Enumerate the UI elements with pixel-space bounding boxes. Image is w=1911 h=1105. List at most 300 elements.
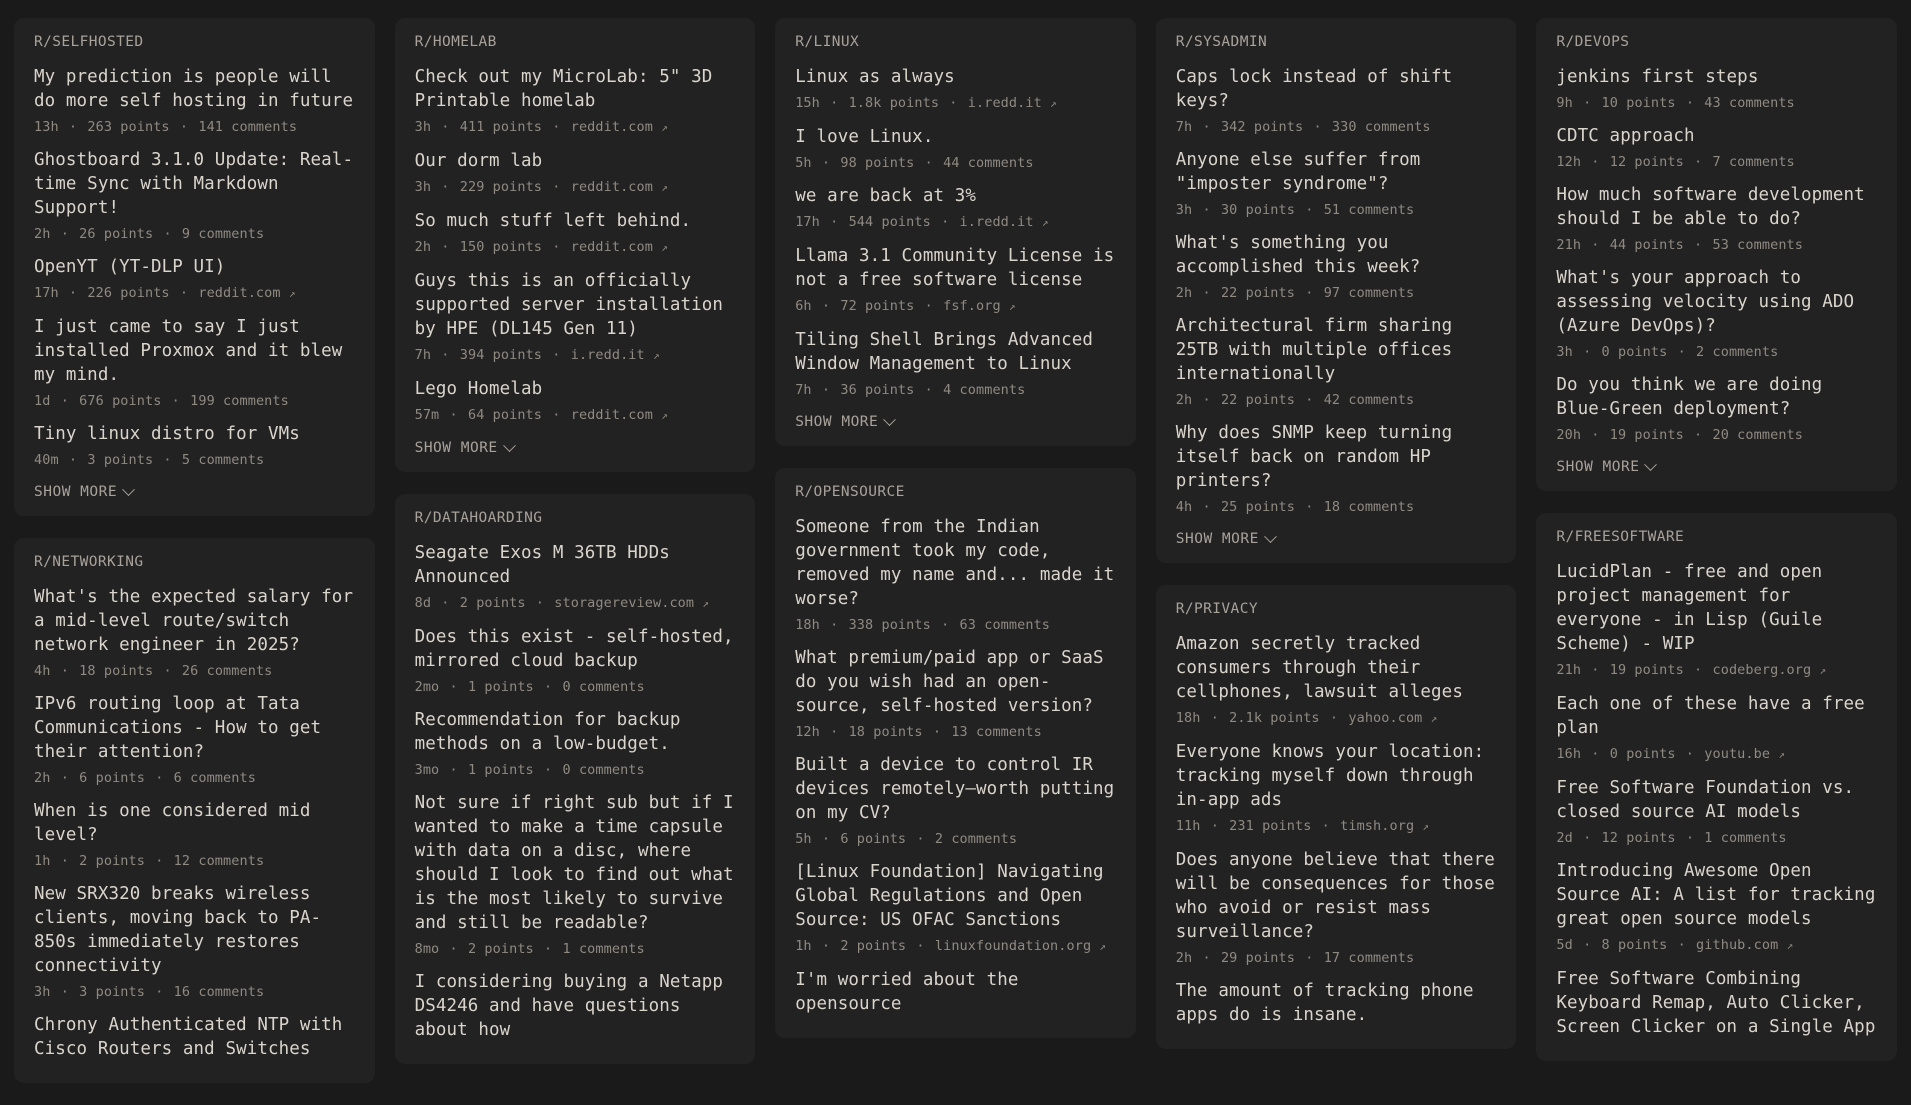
post-item[interactable]: [14, 306, 375, 413]
post-comments[interactable]: 7 comments: [1712, 154, 1795, 170]
post-age: 15h: [795, 95, 820, 111]
post-item[interactable]: [1536, 56, 1897, 115]
meta-separator: ·: [52, 226, 78, 242]
show-more-button[interactable]: [1536, 447, 1897, 477]
post-points: 10 points: [1601, 95, 1676, 111]
post-points: 338 points: [848, 617, 931, 633]
post-item[interactable]: [14, 683, 375, 790]
chevron-down-icon: [1264, 530, 1277, 543]
post-age: 9h: [1556, 95, 1573, 111]
meta-separator: ·: [1194, 950, 1219, 966]
post-item[interactable]: [395, 56, 756, 140]
post-item[interactable]: [1536, 364, 1897, 447]
meta-separator: ·: [1194, 499, 1219, 515]
post-age: 8d: [414, 595, 432, 611]
post-age: 21h: [1556, 662, 1582, 678]
post-title[interactable]: I considering buying a Netapp DS4246 and have questions about how: [414, 972, 724, 1040]
post-points: 44 points: [1609, 237, 1684, 253]
post-comments[interactable]: 330 comments: [1331, 119, 1431, 135]
post-title[interactable]: Does this exist - self-hosted, mirrored cloud backup: [414, 627, 734, 671]
meta-separator: ·: [544, 179, 569, 195]
meta-separator: ·: [52, 393, 78, 409]
subreddit-title[interactable]: R/LINUX: [795, 34, 860, 50]
post-meta: [1556, 745, 1877, 764]
post-points: 544 points: [848, 214, 931, 230]
meta-separator: ·: [1583, 662, 1608, 678]
post-age: 17h: [34, 285, 59, 301]
meta-separator: ·: [155, 226, 180, 242]
post-points: 72 points: [840, 298, 915, 314]
meta-separator: ·: [441, 679, 466, 695]
post-item[interactable]: [775, 319, 1136, 402]
post-title[interactable]: Not sure if right sub but if I wanted to make a time capsule with data on a disc, where should I look to find out what is the most likely to survive and still be readable?: [414, 793, 734, 933]
post-domain[interactable]: reddit.com ↗: [570, 239, 668, 255]
post-title[interactable]: Linux as always: [795, 67, 955, 87]
meta-separator: ·: [916, 155, 942, 171]
meta-separator: ·: [1194, 392, 1219, 408]
post-item[interactable]: [1156, 412, 1517, 519]
external-link-icon: ↗: [1099, 940, 1107, 953]
post-age: 7h: [1175, 119, 1193, 135]
post-points: 22 points: [1220, 285, 1295, 301]
show-more-label: SHOW MORE: [34, 484, 118, 500]
post-item[interactable]: [1156, 839, 1517, 970]
post-item[interactable]: [14, 56, 375, 139]
post-title[interactable]: LucidPlan - free and open project management for everyone - in Lisp (Guile Scheme) - WIP: [1556, 562, 1823, 654]
post-meta: [1176, 498, 1497, 516]
post-age: 7h: [795, 382, 812, 398]
post-points: 36 points: [840, 382, 915, 398]
post-age: 2h: [34, 226, 51, 242]
post-item[interactable]: [1536, 850, 1897, 958]
meta-separator: ·: [813, 382, 839, 398]
post-age: 3h: [1556, 344, 1573, 360]
post-item[interactable]: [1536, 174, 1897, 257]
post-comments[interactable]: 199 comments: [190, 393, 289, 409]
post-item[interactable]: [1536, 683, 1897, 767]
meta-separator: ·: [932, 617, 958, 633]
post-age: 11h: [1175, 818, 1201, 834]
post-item[interactable]: [14, 873, 375, 1004]
meta-separator: ·: [441, 407, 466, 423]
subreddit-card: [775, 468, 1136, 1038]
post-comments[interactable]: 51 comments: [1323, 202, 1415, 218]
post-points: 18 points: [79, 663, 154, 679]
post-meta: [795, 937, 1116, 956]
post-title[interactable]: Lego Homelab: [414, 379, 543, 399]
post-meta: [415, 346, 736, 365]
post-comments[interactable]: 0 comments: [562, 679, 645, 695]
post-title[interactable]: Llama 3.1 Community License is not a free software license: [795, 246, 1115, 290]
meta-separator: ·: [813, 831, 839, 847]
meta-separator: ·: [1574, 830, 1600, 846]
post-title[interactable]: What's your approach to assessing velocity using ADO (Azure DevOps)?: [1556, 268, 1855, 336]
post-domain[interactable]: fsf.org ↗: [943, 298, 1016, 314]
post-comments[interactable]: 13 comments: [951, 724, 1042, 740]
post-title[interactable]: Free Software Foundation vs. closed source AI models: [1556, 778, 1855, 822]
subreddit-title[interactable]: R/HOMELAB: [414, 34, 497, 50]
meta-separator: ·: [146, 853, 172, 869]
post-comments[interactable]: 53 comments: [1712, 237, 1804, 253]
post-comments[interactable]: 141 comments: [198, 119, 298, 135]
meta-separator: ·: [916, 382, 942, 398]
subreddit-title[interactable]: R/FREESOFTWARE: [1556, 529, 1685, 545]
post-points: 150 points: [459, 239, 543, 255]
meta-separator: ·: [433, 595, 458, 611]
post-comments[interactable]: 1 comments: [1704, 830, 1787, 846]
meta-separator: ·: [1677, 746, 1703, 762]
post-item[interactable]: [395, 961, 756, 1050]
post-meta: [34, 284, 355, 303]
post-title[interactable]: I'm worried about the opensource: [795, 970, 1019, 1014]
post-comments[interactable]: 1 comments: [562, 941, 645, 957]
post-title[interactable]: Everyone knows your location: tracking myself down through in-app ads: [1175, 742, 1485, 810]
post-title[interactable]: Seagate Exos M 36TB HDDs Announced: [414, 543, 670, 587]
post-title[interactable]: CDTC approach: [1556, 126, 1695, 146]
post-comments[interactable]: 43 comments: [1704, 95, 1795, 111]
post-meta: [34, 118, 355, 136]
meta-separator: ·: [146, 770, 172, 786]
post-comments[interactable]: 20 comments: [1712, 427, 1804, 443]
subreddit-card: [775, 18, 1136, 446]
subreddit-card: [14, 18, 375, 516]
post-meta: [1556, 236, 1877, 254]
post-domain[interactable]: codeberg.org ↗: [1712, 662, 1827, 678]
post-title[interactable]: What's the expected salary for a mid-level route/switch network engineer in 2025?: [34, 587, 354, 655]
post-domain[interactable]: i.redd.it ↗: [967, 95, 1057, 111]
post-item[interactable]: [14, 246, 375, 306]
post-title[interactable]: Tiny linux distro for VMs: [34, 424, 300, 444]
post-item[interactable]: [775, 175, 1136, 235]
show-more-button[interactable]: [1156, 519, 1517, 549]
external-link-icon: ↗: [702, 597, 710, 610]
post-domain[interactable]: youtu.be ↗: [1704, 746, 1786, 762]
meta-separator: ·: [1194, 285, 1219, 301]
post-meta: [415, 406, 736, 425]
meta-separator: ·: [60, 119, 86, 135]
post-title[interactable]: Do you think we are doing Blue-Green deployment?: [1556, 375, 1823, 419]
meta-separator: ·: [1297, 392, 1322, 408]
post-points: 12 points: [1601, 830, 1676, 846]
post-item[interactable]: [1536, 257, 1897, 364]
subreddit-title[interactable]: R/DEVOPS: [1556, 34, 1630, 50]
post-domain[interactable]: i.redd.it ↗: [570, 347, 660, 363]
post-item[interactable]: [775, 506, 1136, 637]
post-item[interactable]: [775, 959, 1136, 1024]
post-age: 5d: [1556, 937, 1573, 953]
meta-separator: ·: [821, 95, 847, 111]
post-domain[interactable]: reddit.com ↗: [570, 119, 668, 135]
meta-separator: ·: [813, 298, 839, 314]
meta-separator: ·: [1297, 202, 1322, 218]
post-item[interactable]: [775, 851, 1136, 959]
post-comments[interactable]: 16 comments: [173, 984, 265, 1000]
subreddit-card: [395, 494, 756, 1064]
post-age: 40m: [34, 452, 59, 468]
subreddit-card: [1536, 513, 1897, 1061]
post-meta: [1176, 817, 1497, 836]
post-domain[interactable]: reddit.com ↗: [570, 407, 668, 423]
meta-separator: ·: [433, 179, 458, 195]
post-title[interactable]: What's something you accomplished this week?: [1175, 233, 1421, 277]
show-more-button[interactable]: [775, 402, 1136, 432]
meta-separator: ·: [1194, 202, 1219, 218]
post-title[interactable]: Recommendation for backup methods on a low-budget.: [414, 710, 681, 754]
post-title[interactable]: I just came to say I just installed Proxmox and it blew my mind.: [34, 317, 343, 385]
meta-separator: ·: [52, 770, 78, 786]
meta-separator: ·: [1669, 344, 1695, 360]
post-item[interactable]: [1156, 139, 1517, 222]
post-item[interactable]: [14, 1004, 375, 1069]
post-item[interactable]: [1156, 222, 1517, 305]
post-points: 2 points: [840, 938, 907, 954]
post-item[interactable]: [1156, 731, 1517, 839]
post-points: 2 points: [459, 595, 526, 611]
post-title[interactable]: Someone from the Indian government took my code, removed my name and... made it worse?: [795, 517, 1115, 609]
post-item[interactable]: [1536, 767, 1897, 850]
post-item[interactable]: [775, 56, 1136, 116]
post-item[interactable]: [395, 532, 756, 616]
post-title[interactable]: Architectural firm sharing 25TB with multiple offices internationally: [1175, 316, 1453, 384]
external-link-icon: ↗: [1430, 712, 1438, 725]
chevron-down-icon: [1645, 458, 1658, 471]
post-item[interactable]: [395, 782, 756, 961]
meta-separator: ·: [433, 347, 458, 363]
meta-separator: ·: [433, 119, 458, 135]
meta-separator: ·: [155, 452, 180, 468]
meta-separator: ·: [924, 724, 950, 740]
post-age: 3h: [414, 179, 432, 195]
post-age: 16h: [1556, 746, 1582, 762]
post-item[interactable]: [14, 790, 375, 873]
post-item[interactable]: [395, 699, 756, 782]
external-link-icon: ↗: [661, 121, 668, 134]
meta-separator: ·: [1583, 746, 1608, 762]
post-meta: [34, 662, 355, 680]
post-comments[interactable]: 63 comments: [959, 617, 1051, 633]
post-title[interactable]: jenkins first steps: [1556, 67, 1759, 87]
post-domain[interactable]: linuxfoundation.org ↗: [934, 938, 1107, 954]
post-meta: [795, 213, 1116, 232]
post-item[interactable]: [775, 637, 1136, 744]
post-title[interactable]: Chrony Authenticated NTP with Cisco Routers and Switches: [34, 1015, 343, 1059]
post-age: 18h: [795, 617, 820, 633]
post-title[interactable]: Why does SNMP keep turning itself back on random HP printers?: [1175, 423, 1453, 491]
post-points: 12 points: [1609, 154, 1684, 170]
post-item[interactable]: [14, 413, 375, 472]
post-age: 3h: [414, 119, 432, 135]
post-comments[interactable]: 0 comments: [562, 762, 645, 778]
post-item[interactable]: [1156, 970, 1517, 1035]
meta-separator: ·: [941, 95, 966, 111]
post-points: 226 points: [87, 285, 170, 301]
post-points: 6 points: [840, 831, 907, 847]
external-link-icon: ↗: [1008, 300, 1016, 313]
meta-separator: ·: [544, 239, 569, 255]
post-item[interactable]: [775, 116, 1136, 175]
post-title[interactable]: we are back at 3%: [795, 186, 976, 206]
post-item[interactable]: [14, 139, 375, 246]
post-comments[interactable]: 5 comments: [181, 452, 265, 468]
post-comments[interactable]: 44 comments: [943, 155, 1034, 171]
post-item[interactable]: [395, 200, 756, 260]
external-link-icon: ↗: [661, 181, 668, 194]
post-title[interactable]: The amount of tracking phone apps do is insane.: [1175, 981, 1474, 1025]
post-item[interactable]: [395, 368, 756, 428]
post-title[interactable]: Caps lock instead of shift keys?: [1175, 67, 1453, 111]
post-title[interactable]: Built a device to control IR devices remotely—worth putting on my CV?: [795, 755, 1115, 823]
post-title[interactable]: How much software development should I be able to do?: [1556, 185, 1865, 229]
post-age: 2h: [1175, 392, 1193, 408]
post-item[interactable]: [1156, 56, 1517, 139]
post-comments[interactable]: 6 comments: [173, 770, 256, 786]
post-meta: [1176, 949, 1497, 967]
post-title[interactable]: I love Linux.: [795, 127, 934, 147]
subreddit-title[interactable]: R/PRIVACY: [1175, 601, 1258, 617]
subreddit-title[interactable]: R/DATAHOARDING: [414, 510, 543, 526]
meta-separator: ·: [1297, 950, 1322, 966]
post-age: 2h: [414, 239, 432, 255]
meta-separator: ·: [1574, 937, 1600, 953]
post-age: 3h: [1175, 202, 1193, 218]
post-title[interactable]: Check out my MicroLab: 5" 3D Printable homelab: [414, 67, 713, 111]
post-item[interactable]: [1536, 551, 1897, 683]
post-item[interactable]: [395, 260, 756, 368]
post-points: 98 points: [840, 155, 915, 171]
meta-separator: ·: [813, 938, 839, 954]
post-title[interactable]: Introducing Awesome Open Source AI: A list for tracking great open source models: [1556, 861, 1876, 929]
post-title[interactable]: [Linux Foundation] Navigating Global Regulations and Open Source: US OFAC Sanctions: [795, 862, 1104, 930]
post-title[interactable]: Our dorm lab: [414, 151, 543, 171]
post-comments[interactable]: 26 comments: [181, 663, 273, 679]
post-comments[interactable]: 97 comments: [1323, 285, 1415, 301]
post-meta: [34, 983, 355, 1001]
post-comments[interactable]: 4 comments: [943, 382, 1026, 398]
post-comments[interactable]: 42 comments: [1323, 392, 1415, 408]
meta-separator: ·: [441, 941, 466, 957]
post-points: 26 points: [79, 226, 154, 242]
meta-separator: ·: [916, 298, 942, 314]
post-item[interactable]: [1156, 305, 1517, 412]
external-link-icon: ↗: [1786, 939, 1794, 952]
post-points: 2 points: [79, 853, 145, 869]
post-meta: [1176, 118, 1497, 136]
post-domain[interactable]: reddit.com ↗: [570, 179, 668, 195]
subreddit-title[interactable]: R/SYSADMIN: [1175, 34, 1268, 50]
post-points: 342 points: [1220, 119, 1304, 135]
meta-separator: ·: [60, 452, 86, 468]
post-item[interactable]: [1536, 958, 1897, 1047]
meta-separator: ·: [1574, 95, 1600, 111]
subreddit-title[interactable]: R/OPENSOURCE: [795, 484, 905, 500]
post-title[interactable]: Anyone else suffer from "imposter syndrome"?: [1175, 150, 1421, 194]
external-link-icon: ↗: [1041, 216, 1049, 229]
post-title[interactable]: So much stuff left behind.: [414, 211, 692, 231]
post-comments[interactable]: 2 comments: [1696, 344, 1779, 360]
show-more-label: SHOW MORE: [414, 440, 498, 456]
chevron-down-icon: [122, 483, 135, 496]
post-meta: [1176, 284, 1497, 302]
post-title[interactable]: When is one considered mid level?: [34, 801, 311, 845]
post-comments[interactable]: 18 comments: [1323, 499, 1415, 515]
post-meta: [1556, 661, 1877, 680]
post-title[interactable]: My prediction is people will do more self hosting in future: [34, 67, 354, 111]
post-domain[interactable]: reddit.com ↗: [198, 285, 296, 301]
post-meta: [795, 297, 1116, 316]
post-domain[interactable]: github.com ↗: [1696, 937, 1794, 953]
post-title[interactable]: Tiling Shell Brings Advanced Window Management to Linux: [795, 330, 1093, 374]
post-item[interactable]: [775, 235, 1136, 319]
post-item[interactable]: [14, 576, 375, 683]
chevron-down-icon: [883, 413, 896, 426]
post-title[interactable]: Amazon secretly tracked consumers through their cellphones, lawsuit alleges: [1175, 634, 1463, 702]
meta-separator: ·: [1194, 119, 1219, 135]
post-title[interactable]: Free Software Combining Keyboard Remap, Auto Clicker, Screen Clicker on a Single App: [1556, 969, 1876, 1037]
post-item[interactable]: [1156, 623, 1517, 731]
post-domain[interactable]: storagereview.com ↗: [554, 595, 710, 611]
post-points: 29 points: [1220, 950, 1295, 966]
post-age: 2h: [1175, 950, 1193, 966]
post-domain[interactable]: i.redd.it ↗: [959, 214, 1049, 230]
post-item[interactable]: [395, 140, 756, 200]
post-points: 18 points: [848, 724, 923, 740]
post-age: 12h: [1556, 154, 1582, 170]
post-comments[interactable]: 9 comments: [181, 226, 265, 242]
post-meta: [34, 392, 355, 410]
meta-separator: ·: [1313, 818, 1339, 834]
post-age: 7h: [414, 347, 432, 363]
subreddit-title[interactable]: R/SELFHOSTED: [34, 34, 144, 50]
post-title[interactable]: New SRX320 breaks wireless clients, moving back to PA-850s immediately restores connectivity: [34, 884, 322, 976]
meta-separator: ·: [821, 617, 847, 633]
post-item[interactable]: [1536, 115, 1897, 174]
post-comments[interactable]: 12 comments: [173, 853, 265, 869]
meta-separator: ·: [527, 595, 553, 611]
post-item[interactable]: [775, 744, 1136, 851]
post-item[interactable]: [395, 616, 756, 699]
post-title[interactable]: IPv6 routing loop at Tata Communications - How to get their attention?: [34, 694, 322, 762]
post-title[interactable]: OpenYT (YT-DLP UI): [34, 257, 226, 277]
post-meta: [795, 381, 1116, 399]
post-comments[interactable]: 2 comments: [934, 831, 1018, 847]
meta-separator: ·: [908, 938, 933, 954]
meta-separator: ·: [535, 941, 561, 957]
show-more-button[interactable]: [395, 428, 756, 458]
post-title[interactable]: Each one of these have a free plan: [1556, 694, 1865, 738]
post-points: 231 points: [1229, 818, 1312, 834]
post-age: 8mo: [414, 941, 440, 957]
post-domain[interactable]: yahoo.com ↗: [1348, 710, 1438, 726]
post-points: 0 points: [1601, 344, 1668, 360]
post-domain[interactable]: timsh.org ↗: [1340, 818, 1430, 834]
meta-separator: ·: [821, 724, 847, 740]
show-more-button[interactable]: [14, 472, 375, 502]
meta-separator: ·: [544, 347, 569, 363]
external-link-icon: ↗: [661, 409, 668, 422]
post-age: 5h: [795, 831, 812, 847]
post-meta: [1176, 201, 1497, 219]
post-meta: [34, 852, 355, 870]
post-title[interactable]: Guys this is an officially supported server installation by HPE (DL145 Gen 11): [414, 271, 724, 339]
post-comments[interactable]: 17 comments: [1323, 950, 1415, 966]
subreddit-title[interactable]: R/NETWORKING: [34, 554, 144, 570]
show-more-label: SHOW MORE: [1175, 531, 1259, 547]
post-title[interactable]: Does anyone believe that there will be consequences for those who avoid or resist mass surveillance?: [1175, 850, 1495, 942]
post-points: 30 points: [1220, 202, 1295, 218]
post-meta: [415, 678, 736, 696]
post-title[interactable]: Ghostboard 3.1.0 Update: Real-time Sync with Markdown Support!: [34, 150, 354, 218]
post-title[interactable]: What premium/paid app or SaaS do you wish had an open-source, self-hosted version?: [795, 648, 1104, 716]
